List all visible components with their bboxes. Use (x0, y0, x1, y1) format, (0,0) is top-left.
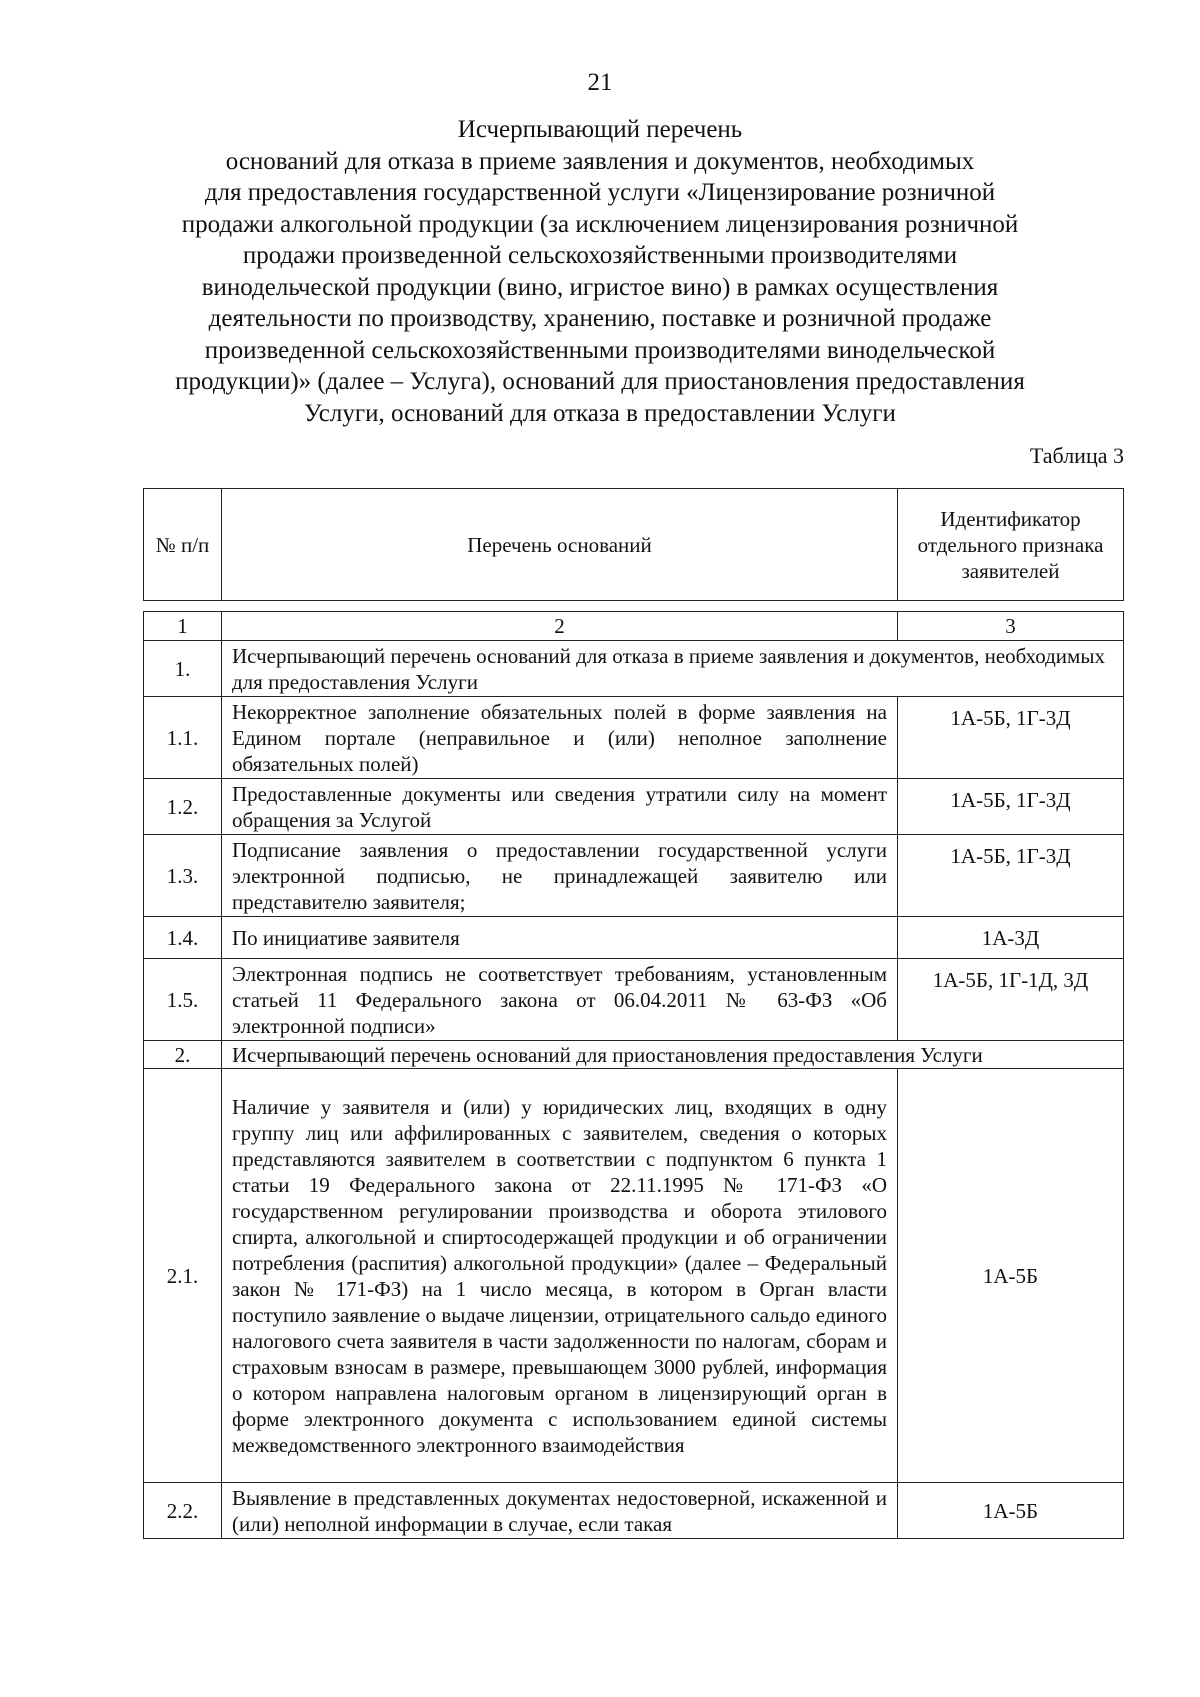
grounds-table (143, 488, 1124, 1539)
table-row (144, 779, 1124, 835)
header-identifier: Идентификатор отдельного признака заявителей (898, 489, 1124, 601)
column-index: 3 (898, 612, 1124, 641)
section-title: Исчерпывающий перечень оснований для приостановления предоставления Услуги (222, 1041, 1124, 1069)
document-heading (120, 114, 1080, 429)
column-index: 2 (222, 612, 898, 641)
column-index-row (144, 612, 1124, 641)
row-number: 2.1. (144, 1069, 222, 1483)
row-grounds: По инициативе заявителя (222, 917, 898, 959)
row-grounds: Наличие у заявителя и (или) у юридических лиц, входящих в одну группу лиц или аффилированных с заявителем, сведения о которых представляются заявителем в соответствии с подпунктом 6 пункта 1 статьи 19 Федерального закона от 22.11.1995 № 171-ФЗ «О государственном регулировании производства и оборота этилового спирта, алкогольной и спиртосодержащей продукции и об ограничении потребления (распития) алкогольной продукции» (далее – Федеральный закон № 171-ФЗ) на 1 число месяца, в котором в Орган власти поступило заявление о выдаче лицензии, отрицательного сальдо единого налогового счета заявителя в части задолженности по налогам, сборам и страховым взносам в размере, превышающем 3000 рублей, информация о котором направлена налоговым органом в лицензирующий орган в форме электронного документа с использованием единой системы межведомственного электронного взаимодействия (222, 1069, 898, 1483)
heading-line: винодельческой продукции (вино, игристое вино) в рамках осуществления (201, 273, 999, 301)
row-number: 1.5. (144, 959, 222, 1041)
heading-line: произведенной сельскохозяйственными производителями винодельческой (204, 336, 996, 364)
heading-line: оснований для отказа в приеме заявления и документов, необходимых (225, 147, 975, 175)
heading-line: продукции)» (далее – Услуга), оснований для приостановления предоставления (175, 368, 1025, 395)
row-identifier: 1А-5Б, 1Г-3Д (898, 697, 1124, 779)
heading-line: продажи произведенной сельскохозяйственными производителями (242, 242, 958, 269)
table-row (144, 917, 1124, 959)
row-grounds: Предоставленные документы или сведения утратили силу на момент обращения за Услугой (222, 779, 898, 835)
row-grounds: Некорректное заполнение обязательных полей в форме заявления на Едином портале (неправильное и (или) неполное заполнение обязательных полей) (222, 697, 898, 779)
section-title: Исчерпывающий перечень оснований для отказа в приеме заявления и документов, необходимых для предоставления Услуги (222, 641, 1124, 697)
page-number: 21 (587, 69, 613, 96)
row-identifier: 1А-5Б, 1Г-3Д (898, 835, 1124, 917)
heading-line: Услуги, оснований для отказа в предоставлении Услуги (304, 399, 896, 427)
table-row (144, 959, 1124, 1041)
row-grounds: Электронная подпись не соответствует требованиям, установленным статьей 11 Федерального закона от 06.04.2011 № 63-ФЗ «Об электронной подписи» (222, 959, 898, 1041)
row-identifier: 1А-3Д (898, 917, 1124, 959)
row-identifier: 1А-5Б (898, 1069, 1124, 1483)
row-grounds: Подписание заявления о предоставлении государственной услуги электронной подписью, не принадлежащей заявителю или представителю заявителя; (222, 835, 898, 917)
row-number: 1. (144, 641, 222, 697)
heading-line: продажи алкогольной продукции (за исключением лицензирования розничной (181, 210, 1019, 238)
heading-line: Исчерпывающий перечень (457, 116, 743, 143)
row-number: 1.1. (144, 697, 222, 779)
header-number: № п/п (144, 489, 222, 601)
row-grounds: Выявление в представленных документах недостоверной, искаженной и (или) неполной информации в случае, если такая (222, 1483, 898, 1539)
table-row (144, 1483, 1124, 1539)
header-grounds: Перечень оснований (222, 489, 898, 601)
heading-line: деятельности по производству, хранению, поставке и розничной продаже (208, 305, 992, 332)
table-spacer (144, 601, 1124, 612)
table-row (144, 697, 1124, 779)
section-row (144, 641, 1124, 697)
column-index: 1 (144, 612, 222, 641)
table-row (144, 835, 1124, 917)
row-number: 2. (144, 1041, 222, 1069)
row-identifier: 1А-5Б, 1Г-1Д, 3Д (898, 959, 1124, 1041)
table-header-row (144, 489, 1124, 601)
row-number: 1.2. (144, 779, 222, 835)
row-number: 1.3. (144, 835, 222, 917)
section-row (144, 1041, 1124, 1069)
row-number: 1.4. (144, 917, 222, 959)
table-row (144, 1069, 1124, 1483)
row-identifier: 1А-5Б, 1Г-3Д (898, 779, 1124, 835)
row-identifier: 1А-5Б (898, 1483, 1124, 1539)
table-label: Таблица 3 (1029, 443, 1124, 468)
heading-line: для предоставления государственной услуги «Лицензирование розничной (204, 179, 996, 206)
row-number: 2.2. (144, 1483, 222, 1539)
